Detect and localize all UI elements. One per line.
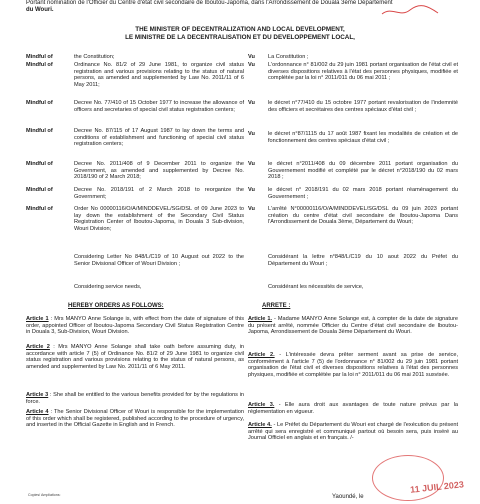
article-label: Article 1 xyxy=(26,316,49,322)
vu-label: Vu xyxy=(248,206,255,212)
article-text: : Mrs MANYO Anne Solange shall take oath before assuming duty, in accordance with article 7 (5) of Ordinance No. 81/2 of 29 June 1981 to organize civil status registration and various provisions relating to the status of natural persons, as amended and supplemented by Law No. 2011/11 of 6 May 2011. xyxy=(26,344,244,370)
article-text: - Elle aura droit aux avantages de toute nature prévus par la réglementation en vigueur. xyxy=(248,402,458,415)
recital-label: Mindful of xyxy=(26,128,53,134)
article-label: Article 3. xyxy=(248,402,275,408)
recital-label: Mindful of xyxy=(26,62,53,68)
vu-text: le décret n°87/1115 du 17 août 1987 fixant les modalités de création et de fonctionnement des centres spéciaux d'état civil ; xyxy=(268,131,458,144)
article-text: - Madame MANYO Anne Solange est, à compter de la date de signature du présent arrêté, nommée Officier du Centre d'état civil secondaire de Iboutou-Japoma, Arrondissement de Douala 3ème Département du Wouri. xyxy=(248,316,458,336)
orders-heading-french: ARRETE : xyxy=(262,303,291,309)
vu-label: Vu xyxy=(248,161,255,167)
article-english-1 xyxy=(26,316,244,336)
article-text: : Mrs MANYO Anne Solange is, with effect from the date of signature of this order, appointed Officer of Iboutou-Japoma Secondary Civil Status Registration Centre in Douala 3, Sub-Division, Wouri Division. xyxy=(26,316,245,336)
header-line-1: Portant nomination de l'Officier du Centre d'état civil secondaire de Iboutou-Japoma, dans l'Arrondissement de Douala 3ème Département xyxy=(26,0,393,6)
vu-label: Vu xyxy=(248,100,255,106)
copies-label: Copies/ Ampliations: xyxy=(28,493,61,497)
article-english-3 xyxy=(26,392,244,405)
vu-text: le décret n°77/410 du 15 octobre 1977 portant revalorisation de l'indemnité des officiers et secrétaires des centres spéciaux d'état civil ; xyxy=(268,100,458,113)
recital-label: Mindful of xyxy=(26,161,53,167)
vu-text: le décret n°2011/408 du 09 décembre 2011 portant organisation du Gouvernement modifié et complété par le décret n°2018/190 du 02 mars 2018 ; xyxy=(268,161,458,181)
vu-text: La Constitution ; xyxy=(268,54,309,60)
vu-text: L'arrêté N°00000116/O/A/MINDDEVEL/SG/DSL du 09 juin 2023 portant création du centre d'état civil secondaire de Iboutou-Japoma Dans l'Arrondissement de Douala 3ème, Département du Wouri; xyxy=(268,206,458,226)
article-text: : She shall be entitled to the various benefits provided for by the regulations in force. xyxy=(26,392,244,405)
document-title xyxy=(70,26,410,41)
article-label: Article 3 xyxy=(26,392,49,398)
article-french-4 xyxy=(248,422,458,442)
recital-label: Mindful of xyxy=(26,100,53,106)
recital-text: Decree No. 2018/191 of 2 March 2018 to reorganize the Government; xyxy=(74,187,244,200)
article-label: Article 4. xyxy=(248,422,272,428)
considerant-service: Considérant les nécessités de service, xyxy=(268,284,364,290)
article-french-3 xyxy=(248,402,458,415)
orders-heading-english: HEREBY ORDERS AS FOLLOWS: xyxy=(68,303,164,309)
title-french: LE MINISTRE DE LA DECENTRALISATION ET DU DEVELOPPEMENT LOCAL, xyxy=(125,33,355,41)
signature-mark xyxy=(380,4,440,18)
recital-text: Decree No. 77/410 of 15 October 1977 to increase the allowance of officers and secretaries of special civil status registration centers; xyxy=(74,100,244,113)
vu-label: Vu xyxy=(248,131,255,137)
french-recitals xyxy=(248,54,458,304)
article-french-2 xyxy=(248,352,458,378)
header-line-2: du Wouri. xyxy=(26,7,54,13)
article-label: Article 1. xyxy=(248,316,273,322)
recital-text: Ordinance No. 81/2 of 29 June 1981, to organize civil status registration and various provisions relating to the status of natural persons, as amended and supplemented by Law No. 2011/11 of 6 May 2011; xyxy=(74,62,244,88)
recital-text: Order No 00000116/O/A/MINDDEVEL/SG/DSL of 09 June 2023 to lay down the establishment of the Secondary Civil Status Registration Center of Iboutou-Japoma, in Douala 3 Sub-division, Wouri Division; xyxy=(74,206,244,232)
english-recitals xyxy=(26,54,244,294)
article-french-1 xyxy=(248,316,458,336)
vu-label: Vu xyxy=(248,54,255,60)
vu-text: L'ordonnance n° 81/002 du 29 juin 1981 portant organisation de l'état civil et diverses dispositions relatives à l'état des personnes physiques, modifiée et complétée par la loi n° 2011/011 du 06 mai 2011 ; xyxy=(268,62,458,82)
article-label: Article 2 xyxy=(26,344,50,350)
considering-needs: Considering service needs, xyxy=(74,284,142,290)
recital-label: Mindful of xyxy=(26,206,53,212)
vu-label: Vu xyxy=(248,187,255,193)
recital-label: Mindful of xyxy=(26,187,53,193)
vu-label: Vu xyxy=(248,62,255,68)
article-text: - Le Préfet du Département du Wouri est chargé de l'exécution du présent arrêté qui sera enregistré et communiqué partout où besoin sera, puis inséré au Journal Officiel en anglais et en français. /- xyxy=(248,422,458,442)
article-text: - L'intéressée devra prêter serment avant sa prise de service, conformément à l'article 7 (5) de l'ordonnance n° 81/002 du 29 juin 1981 portant organisation de l'état civil et diverses dispositions relatives à l'état des personnes physiques, modifiée et complétée par la loi n° 2011/011 du 06 mai 2011 susvisée. xyxy=(248,352,458,378)
article-english-4 xyxy=(26,409,244,429)
article-text: : The Senior Divisional Officer of Wouri is responsible for the implementation of this order which shall be registered, published according to the procedure of urgency, and inserted in the Official Gazette in English and in French. xyxy=(26,409,244,429)
vu-text: le décret n° 2018/191 du 02 mars 2018 portant réaménagement du Gouvernement ; xyxy=(268,187,458,200)
recital-text: Decree No. 87/115 of 17 August 1987 to lay down the terms and conditions of establishment and functioning of special civil status registration centers; xyxy=(74,128,244,148)
place-date: Yaoundé, le xyxy=(332,494,364,500)
title-english: THE MINISTER OF DECENTRALIZATION AND LOCAL DEVELOPMENT, xyxy=(135,26,345,33)
recital-label: Mindful of xyxy=(26,54,53,60)
recital-text: Decree No. 2011/408 of 9 December 2011 to organize the Government, as amended and supplemented by Decree No. 2018/190 of 2 March 2018; xyxy=(74,161,244,181)
article-label: Article 2. xyxy=(248,352,275,358)
recital-text: the Constitution; xyxy=(74,54,115,60)
official-seal xyxy=(372,455,444,501)
article-label: Article 4 xyxy=(26,409,49,415)
stamp-date: 11 JUIL 2023 xyxy=(409,479,465,495)
considerant-lettre: Considérant la lettre n°848/L/C19 du 10 aout 2022 du Préfet du Département du Wouri ; xyxy=(268,254,458,267)
article-english-2 xyxy=(26,344,244,370)
considering-letter: Considering Letter No 848/L/C19 of 10 August out 2022 to the Senior Divisional Officer of Wouri Division ; xyxy=(74,254,244,267)
